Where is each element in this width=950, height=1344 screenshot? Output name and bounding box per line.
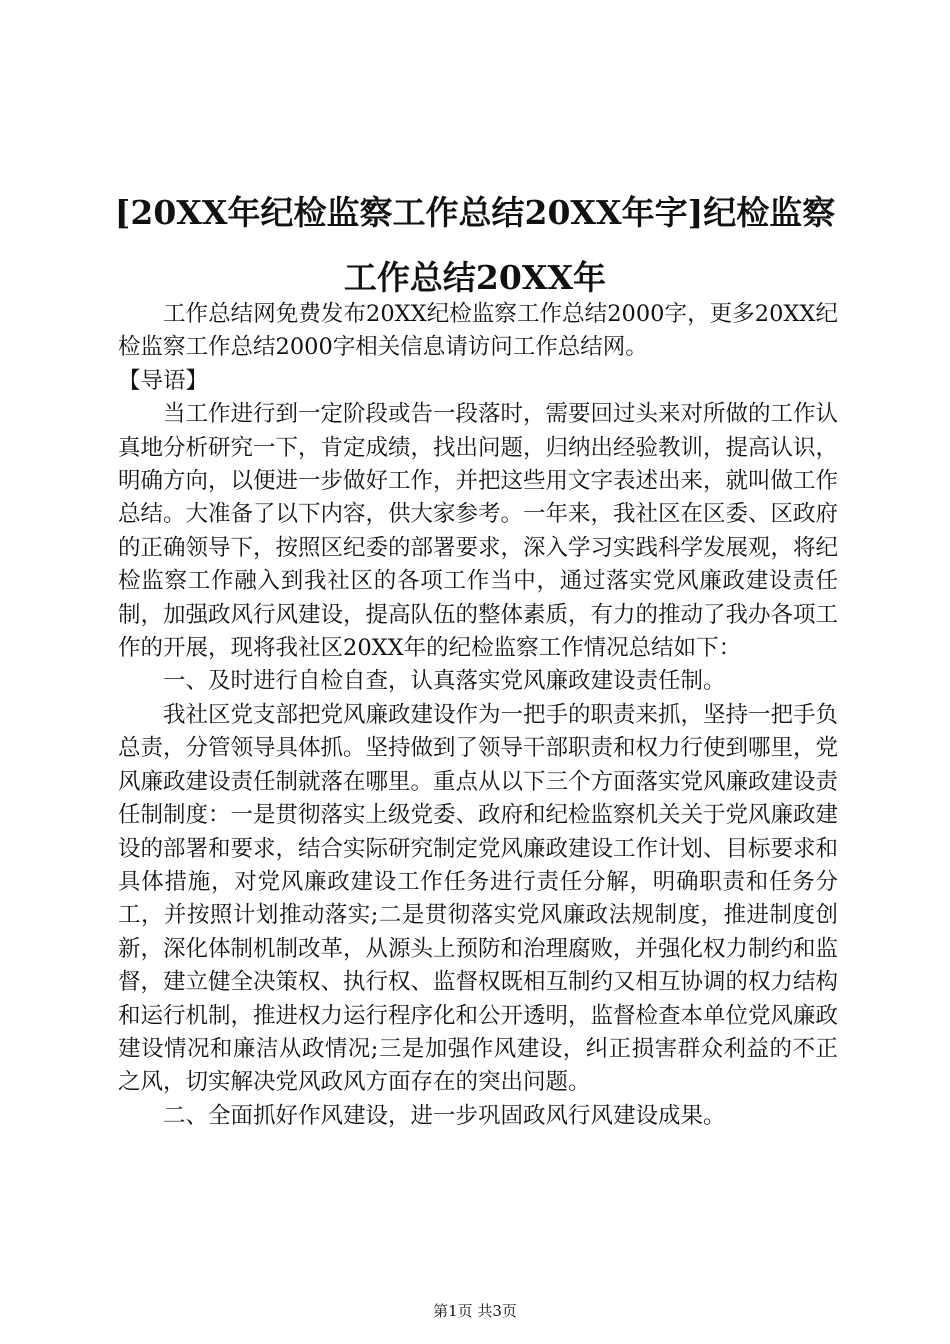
lead-heading: 【导语】 xyxy=(118,367,209,394)
document-title: [20XX年纪检监察工作总结20XX年字]纪检监察工作总结20XX年 xyxy=(114,193,836,297)
section-heading-2: 二、全面抓好作风建设，进一步巩固政风行风建设成果。 xyxy=(163,1102,726,1129)
document-body xyxy=(118,298,838,1133)
intro-paragraph: 工作总结网免费发布20XX纪检监察工作总结2000字，更多20XX纪检监察工作总结2000字相关信息请访问工作总结网。 xyxy=(118,301,838,361)
section-heading-1: 一、及时进行自检自查，认真落实党风廉政建设责任制。 xyxy=(163,668,726,695)
body-paragraph-1: 当工作进行到一定阶段或告一段落时，需要回过头来对所做的工作认真地分析研究一下，肯定成绩，找出问题，归纳出经验教训，提高认识，明确方向，以便进一步做好工作，并把这些用文字表述出来，就叫做工作总结。大准备了以下内容，供大家参考。一年来，我社区在区委、区政府的正确领导下，按照区纪委的部署要求，深入学习实践科学发展观，将纪检监察工作融入到我社区的各项工作当中，通过落实党风廉政建设责任制，加强政风行风建设，提高队伍的整体素质，有力的推动了我办各项工作的开展，现将我社区20XX年的纪检监察工作情况总结如下： xyxy=(118,401,839,662)
page-footer: 第1页 共3页 xyxy=(433,1302,517,1320)
body-paragraph-2: 我社区党支部把党风廉政建设作为一把手的职责来抓，坚持一把手负总责，分管领导具体抓。坚持做到了领导干部职责和权力行使到哪里，党风廉政建设责任制就落在哪里。重点从以下三个方面落实党风廉政建设责任制制度：一是贯彻落实上级党委、政府和纪检监察机关关于党风廉政建设的部署和要求，结合实际研究制定党风廉政建设工作计划、目标要求和具体措施，对党风廉政建设工作任务进行责任分解，明确职责和任务分工，并按照计划推动落实;二是贯彻落实党风廉政法规制度，推进制度创新，深化体制机制改革，从源头上预防和治理腐败，并强化权力制约和监督，建立健全决策权、执行权、监督权既相互制约又相互协调的权力结构和运行机制，推进权力运行程序化和公开透明，监督检查本单位党风廉政建设情况和廉洁从政情况;三是加强作风建设，纠正损害群众利益的不正之风，切实解决党风政风方面存在的突出问题。 xyxy=(118,701,839,1096)
